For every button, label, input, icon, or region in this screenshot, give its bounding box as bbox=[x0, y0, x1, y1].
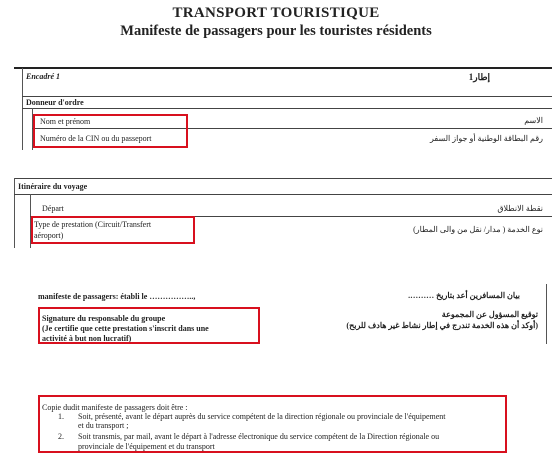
table-border bbox=[14, 178, 15, 248]
field-label-departure: Départ bbox=[42, 204, 64, 213]
signature-label-ar: توقيع المسؤول عن المجموعة bbox=[441, 310, 538, 319]
field-label-id-ar: رقم البطاقة الوطنية أو جواز السفر bbox=[430, 134, 543, 143]
field-label-service-type-ar: نوع الخدمة ( مدار/ نقل من والى المطار) bbox=[413, 225, 543, 234]
field-label-name-ar: الاسم bbox=[524, 116, 543, 125]
list-item-cont: et du transport ; bbox=[78, 421, 129, 430]
highlight-box bbox=[31, 216, 195, 244]
section-label: Encadré 1 bbox=[26, 72, 60, 81]
divider bbox=[22, 96, 552, 97]
signature-label: Signature du responsable du groupe bbox=[42, 314, 166, 323]
list-item-cont: provinciale de l'équipement et du transport bbox=[78, 442, 215, 451]
list-item: Soit, présenté, avant le départ auprès du service compétent de la direction régionale ou provinciale de l'équipement bbox=[78, 412, 446, 421]
divider bbox=[22, 108, 552, 109]
manifest-date-label-ar: بيان المسافرين أعد بتاريخ ………. bbox=[408, 291, 520, 300]
list-item: Soit transmis, par mail, avant le départ à l'adresse électronique du service compétent de la Direction régionale ou bbox=[78, 432, 440, 441]
section-heading: Itinéraire du voyage bbox=[18, 182, 88, 191]
divider bbox=[14, 194, 552, 195]
table-border bbox=[546, 284, 547, 344]
list-number: 2. bbox=[58, 432, 64, 441]
divider bbox=[14, 67, 552, 69]
document-subtitle: Manifeste de passagers pour les touristes résidents bbox=[120, 23, 432, 39]
section-heading: Donneur d'ordre bbox=[26, 98, 84, 107]
certification-text-cont: activité à but non lucratif) bbox=[42, 334, 132, 343]
highlight-box bbox=[38, 395, 507, 453]
highlight-box bbox=[33, 114, 188, 148]
field-label-departure-ar: نقطة الانطلاق bbox=[497, 204, 543, 213]
section-label-ar: إطار1 bbox=[468, 72, 490, 82]
highlight-box bbox=[38, 307, 260, 344]
certification-text: (Je certifie que cette prestation s'inscrit dans une bbox=[42, 324, 209, 333]
field-label-name: Nom et prénom bbox=[40, 117, 91, 126]
copy-intro: Copie dudit manifeste de passagers doit être : bbox=[42, 403, 188, 412]
divider bbox=[14, 178, 552, 179]
document-title: TRANSPORT TOURISTIQUE bbox=[172, 5, 380, 21]
field-label-id: Numéro de la CIN ou du passeport bbox=[40, 134, 152, 143]
table-border bbox=[22, 68, 23, 150]
certification-text-ar: (أوكد أن هذه الخدمة تندرج في إطار نشاط غير هادف للربح) bbox=[346, 321, 538, 330]
field-label-service-type: Type de prestation (Circuit/Transfert bbox=[34, 220, 152, 229]
list-number: 1. bbox=[58, 412, 64, 421]
manifest-date-label: manifeste de passagers: établi le …………….., bbox=[38, 292, 196, 301]
field-label-service-type-cont: aéroport) bbox=[34, 231, 64, 240]
